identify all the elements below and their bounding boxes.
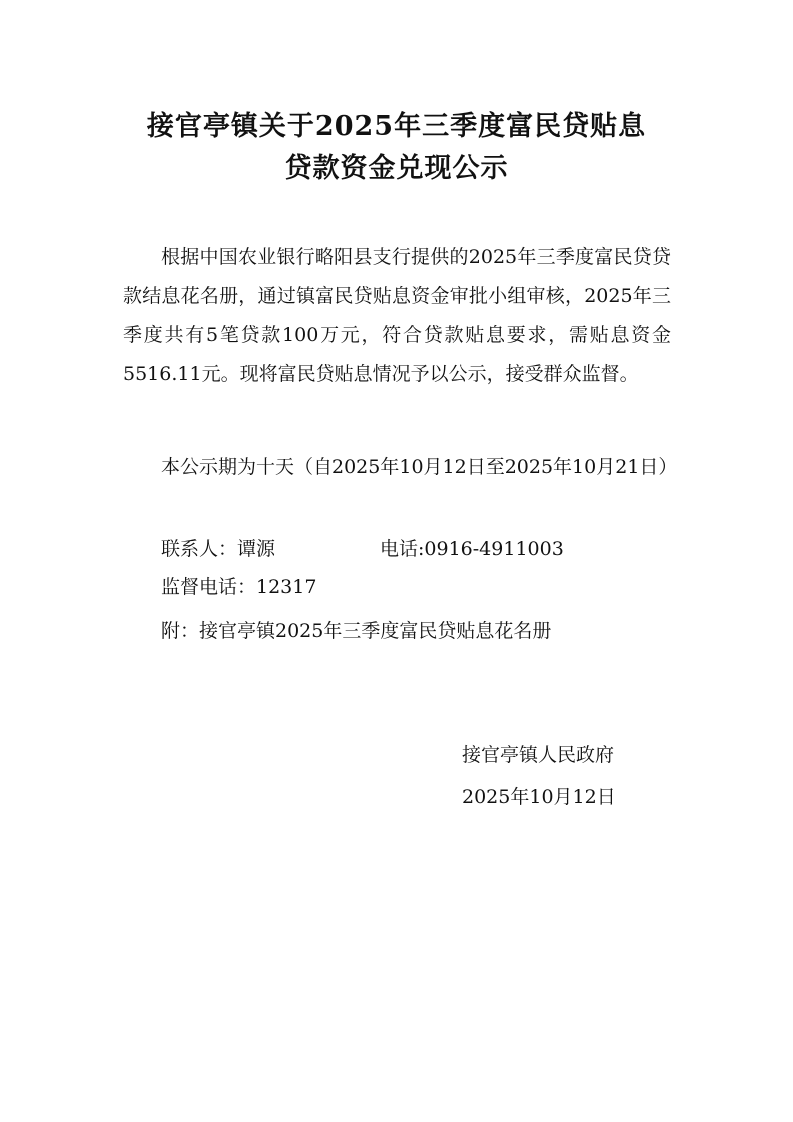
attachment-note: 附：接官亭镇2025年三季度富民贷贴息花名册	[161, 620, 552, 642]
body-paragraph-period: 本公示期为十天（自2025年10月12日至2025年10月21日）	[161, 456, 678, 478]
body-paragraph-main: 根据中国农业银行略阳县支行提供的2025年三季度富民贷贷款结息花名册，通过镇富民贷贴息资金审批小组审核，2025年三季度共有5笔贷款100万元，符合贷款贴息要求，需贴息资金5516.11元。现将富民贷贴息情况予以公示，接受群众监督。	[123, 246, 671, 385]
signature-date: 2025年10月12日	[462, 786, 616, 808]
contact-phone: 电话:0916-4911003	[380, 538, 564, 560]
supervise-phone: 监督电话：12317	[161, 576, 317, 598]
signature-organization: 接官亭镇人民政府	[462, 744, 615, 766]
document-title-line1: 接官亭镇关于2025年三季度富民贷贴息	[146, 111, 647, 142]
document-title-line2: 贷款资金兑现公示	[284, 153, 509, 184]
contact-person: 联系人：谭源	[161, 538, 276, 560]
